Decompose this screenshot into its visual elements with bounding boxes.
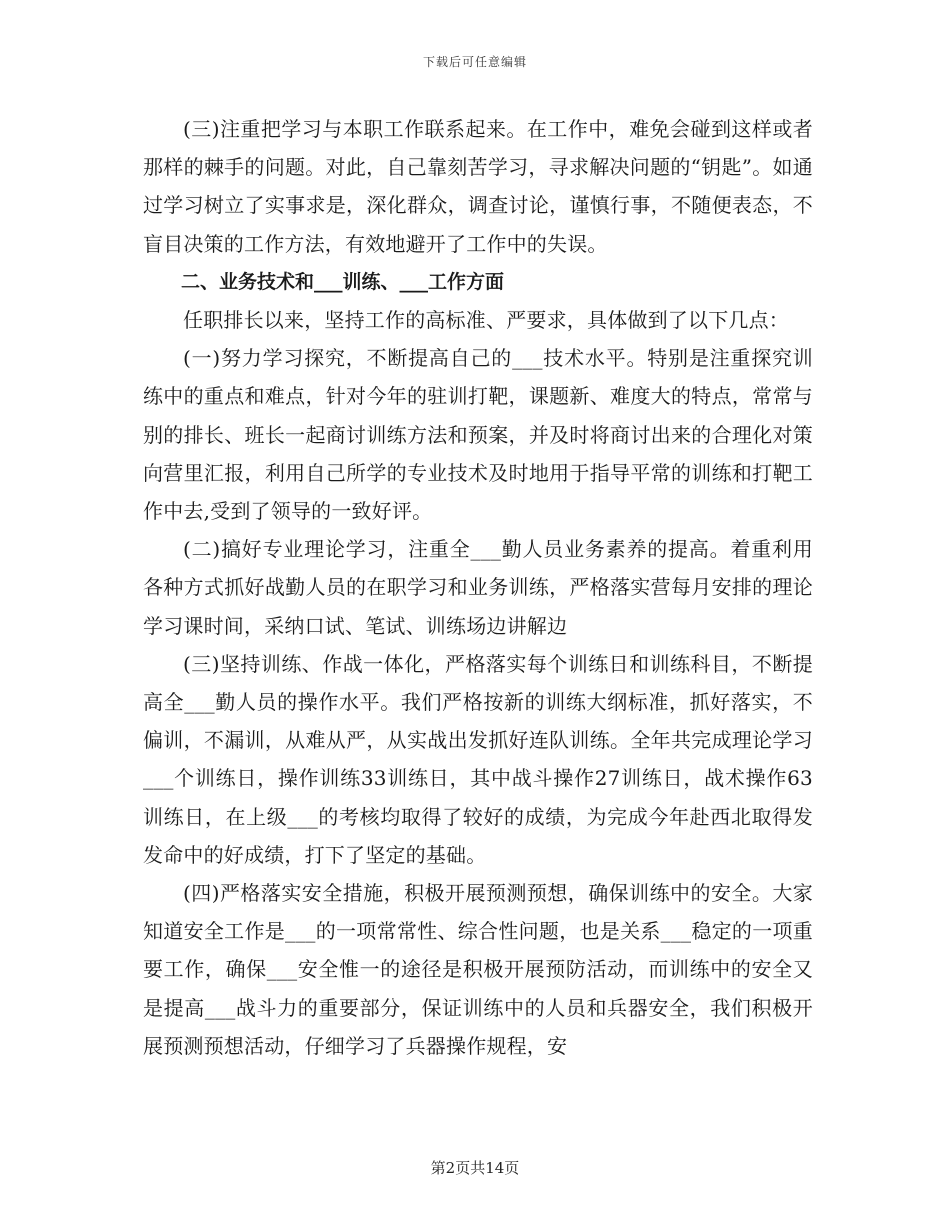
paragraph-training-combat: (三)坚持训练、作战一体化，严格落实每个训练日和训练科目，不断提高全___勤人员的操作水平。我们严格按新的训练大纲标准，抓好落实，不偏训，不漏训，从难从严，从实战出发抓好连队训练。全年共完成理论学习___个训练日，操作训练33训练日，其中战斗操作27训练日，战术操作63训练日，在上级___的考核均取得了较好的成绩，为完成今年赴西北取得发发命中的好成绩，打下了坚定的基础。 — [143, 651, 813, 867]
paragraph-intro-standards: 任职排长以来，坚持工作的高标准、严要求，具体做到了以下几点： — [183, 308, 789, 333]
page-number-footer: 第2页共14页 — [430, 1159, 520, 1177]
section-heading-business-technology: 二、业务技术和___训练、___工作方面 — [181, 270, 505, 293]
document-body — [143, 110, 813, 1065]
paragraph-safety-measures: (四)严格落实安全措施，积极开展预测预想，确保训练中的安全。大家知道安全工作是___的一项常常性、综合性问题，也是关系___稳定的一项重要工作，确保___安全惟一的途径是积极开展预防活动，而训练中的安全又是提高___战斗力的重要部分，保证训练中的人员和兵器安全，我们积极开展预测预想活动，仔细学习了兵器操作规程，安 — [143, 881, 813, 1058]
page-header-note: 下载后可任意编辑 — [422, 55, 527, 69]
paragraph-technical-study: (一)努力学习探究，不断提高自己的___技术水平。特别是注重探究训练中的重点和难点，针对今年的驻训打靶，课题新、难度大的特点，常常与别的排长、班长一起商讨训练方法和预案，并及时将商讨出来的合理化对策向营里汇报，利用自己所学的专业技术及时地用于指导平常的训练和打靶工作中去,受到了领导的一致好评。 — [143, 346, 813, 524]
paragraph-theory-study: (二)搞好专业理论学习，注重全___勤人员业务素养的提高。着重利用各种方式抓好战勤人员的在职学习和业务训练，严格落实营每月安排的理论学习课时间，采纳口试、笔试、训练场边讲解边 — [143, 537, 813, 638]
paragraph-study-work-link: (三)注重把学习与本职工作联系起来。在工作中，难免会碰到这样或者那样的棘手的问题。对此，自己靠刻苦学习，寻求解决问题的“钥匙”。如通过学习树立了实事求是，深化群众，调查讨论，谨慎行事，不随便表态，不盲目决策的工作方法，有效地避开了工作中的失误。 — [143, 117, 813, 256]
